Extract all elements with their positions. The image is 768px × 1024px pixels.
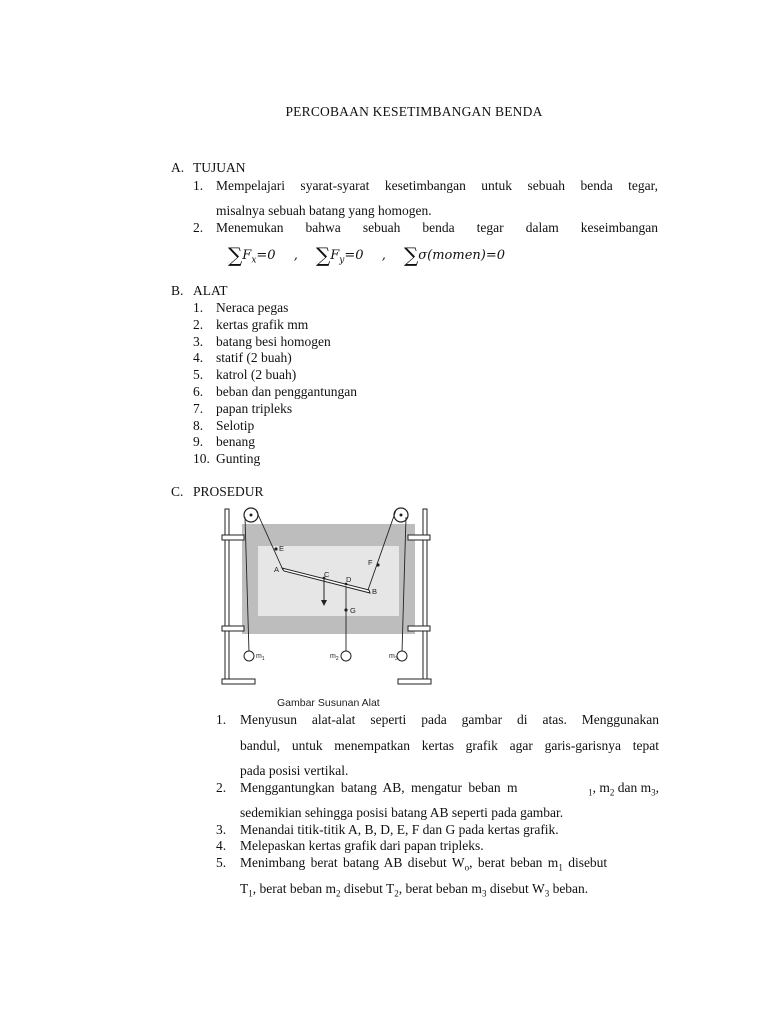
left-stand-base (222, 679, 255, 684)
section-b-letter: B. (171, 283, 184, 298)
alat-item-text: Gunting (216, 451, 261, 467)
step-2-line1 (240, 780, 659, 798)
alat-item-num: 5. (193, 367, 204, 383)
step-2-line2: sedemikian sehingga posisi batang AB seperti pada gambar. (240, 805, 564, 820)
step-1-line3: pada posisi vertikal. (240, 763, 349, 778)
mass-m3 (397, 651, 407, 661)
figure-caption: Gambar Susunan Alat (277, 697, 380, 709)
alat-item-text: benang (216, 434, 255, 450)
label-e: E (279, 544, 285, 553)
page-title: PERCOBAAN KESETIMBANGAN BENDA (285, 104, 543, 119)
step-1-num: 1. (216, 712, 227, 727)
alat-item-text: Neraca pegas (216, 300, 289, 315)
alat-item-num: 7. (193, 400, 204, 416)
separator: , (293, 248, 298, 263)
section-b-title: ALAT (193, 283, 228, 298)
step-2-text-b: $_1$, $m_2$ dan $m_3$, (588, 780, 659, 798)
label-m1: $m_1$ (256, 653, 265, 662)
mass-m2 (341, 651, 351, 661)
left-pulley-axle (250, 514, 253, 517)
alat-item-text: kertas grafik mm (216, 316, 309, 332)
label-f: F (368, 558, 373, 567)
tujuan-item-1-line1: Mempelajari syarat-syarat kesetimbangan untuk sebuah benda tegar, (216, 178, 658, 193)
step-2-text-a: Menggantungkan batang AB, mengatur beban m (240, 780, 518, 795)
equilibrium-formula (228, 243, 505, 267)
alat-item-num: 2. (193, 316, 204, 332)
label-m2: $m_2$ (330, 653, 339, 662)
separator: , (381, 248, 386, 263)
equals-zero: =0 (344, 248, 364, 263)
subscript-x: x (251, 255, 257, 266)
step-3-num: 3. (216, 822, 227, 837)
alat-item-text: beban dan penggantungan (216, 384, 357, 399)
section-c-letter: C. (171, 484, 184, 499)
point-g (344, 608, 347, 611)
tujuan-item-1-num: 1. (193, 178, 204, 193)
apparatus-figure (218, 502, 440, 692)
equals-zero: =0 (256, 248, 276, 263)
moment-term: σ(momen)=0 (418, 248, 505, 263)
step-2-num: 2. (216, 780, 227, 795)
tujuan-item-1-line2: misalnya sebuah batang yang homogen. (216, 203, 432, 218)
alat-item-num: 4. (193, 350, 204, 366)
mass-m1 (244, 651, 254, 661)
step-5-line1 (240, 855, 659, 873)
right-pulley-axle (400, 514, 403, 517)
alat-item-num: 10. (193, 451, 210, 467)
section-a-letter: A. (171, 160, 185, 175)
step-5-num: 5. (216, 855, 227, 870)
sum-symbol: ∑ (403, 243, 419, 267)
alat-item-num: 1. (193, 300, 204, 315)
step-1-line2: bandul, untuk menempatkan kertas grafik agar garis-garisnya tepat (240, 738, 659, 753)
alat-item-num: 3. (193, 333, 204, 349)
label-d: D (346, 575, 352, 584)
label-g: G (350, 606, 356, 615)
alat-item-text: batang besi homogen (216, 333, 331, 349)
label-a: A (274, 565, 280, 574)
left-clamp-top (222, 535, 244, 540)
alat-item-text: papan tripleks (216, 400, 293, 416)
alat-item-num: 9. (193, 434, 204, 450)
tujuan-item-2-line1: Menemukan bahwa sebuah benda tegar dalam keseimbangan (216, 220, 658, 235)
step-1-line1: Menyusun alat-alat seperti pada gambar di atas. Menggunakan (240, 712, 659, 727)
label-b: B (372, 587, 378, 596)
right-clamp-bottom (408, 626, 430, 631)
sum-symbol: ∑ (228, 243, 243, 267)
section-a-title: TUJUAN (193, 160, 246, 175)
step-3-line1: Menandai titik-titik A, B, D, E, F dan G pada kertas grafik. (240, 822, 559, 837)
force-symbol: F (330, 248, 340, 263)
label-c: C (324, 570, 330, 579)
point-f (376, 563, 379, 566)
alat-item-text: Selotip (216, 417, 255, 433)
label-m3: $m_3$ (389, 653, 398, 662)
subscript-y: y (339, 255, 345, 266)
point-e (274, 547, 277, 550)
right-stand-base (398, 679, 431, 684)
alat-item-num: 6. (193, 384, 204, 399)
tujuan-item-2-num: 2. (193, 220, 204, 235)
right-clamp-top (408, 535, 430, 540)
step-5-text-a: Menimbang berat batang AB disebut $W_o$, berat beban $m_1$ disebut (240, 855, 608, 873)
step-5-line2: $T_1$, berat beban $m_2$ disebut $T_2$, berat beban $m_3$ disebut $W_3$ beban. (240, 881, 589, 899)
step-4-line1: Melepaskan kertas grafik dari papan tripleks. (240, 838, 484, 853)
left-clamp-bottom (222, 626, 244, 631)
section-c-title: PROSEDUR (193, 484, 264, 499)
step-4-num: 4. (216, 838, 227, 853)
alat-item-text: statif (2 buah) (216, 350, 292, 366)
alat-item-text: katrol (2 buah) (216, 367, 297, 383)
force-symbol: F (242, 248, 252, 263)
sum-symbol: ∑ (315, 243, 331, 267)
alat-item-num: 8. (193, 417, 204, 433)
